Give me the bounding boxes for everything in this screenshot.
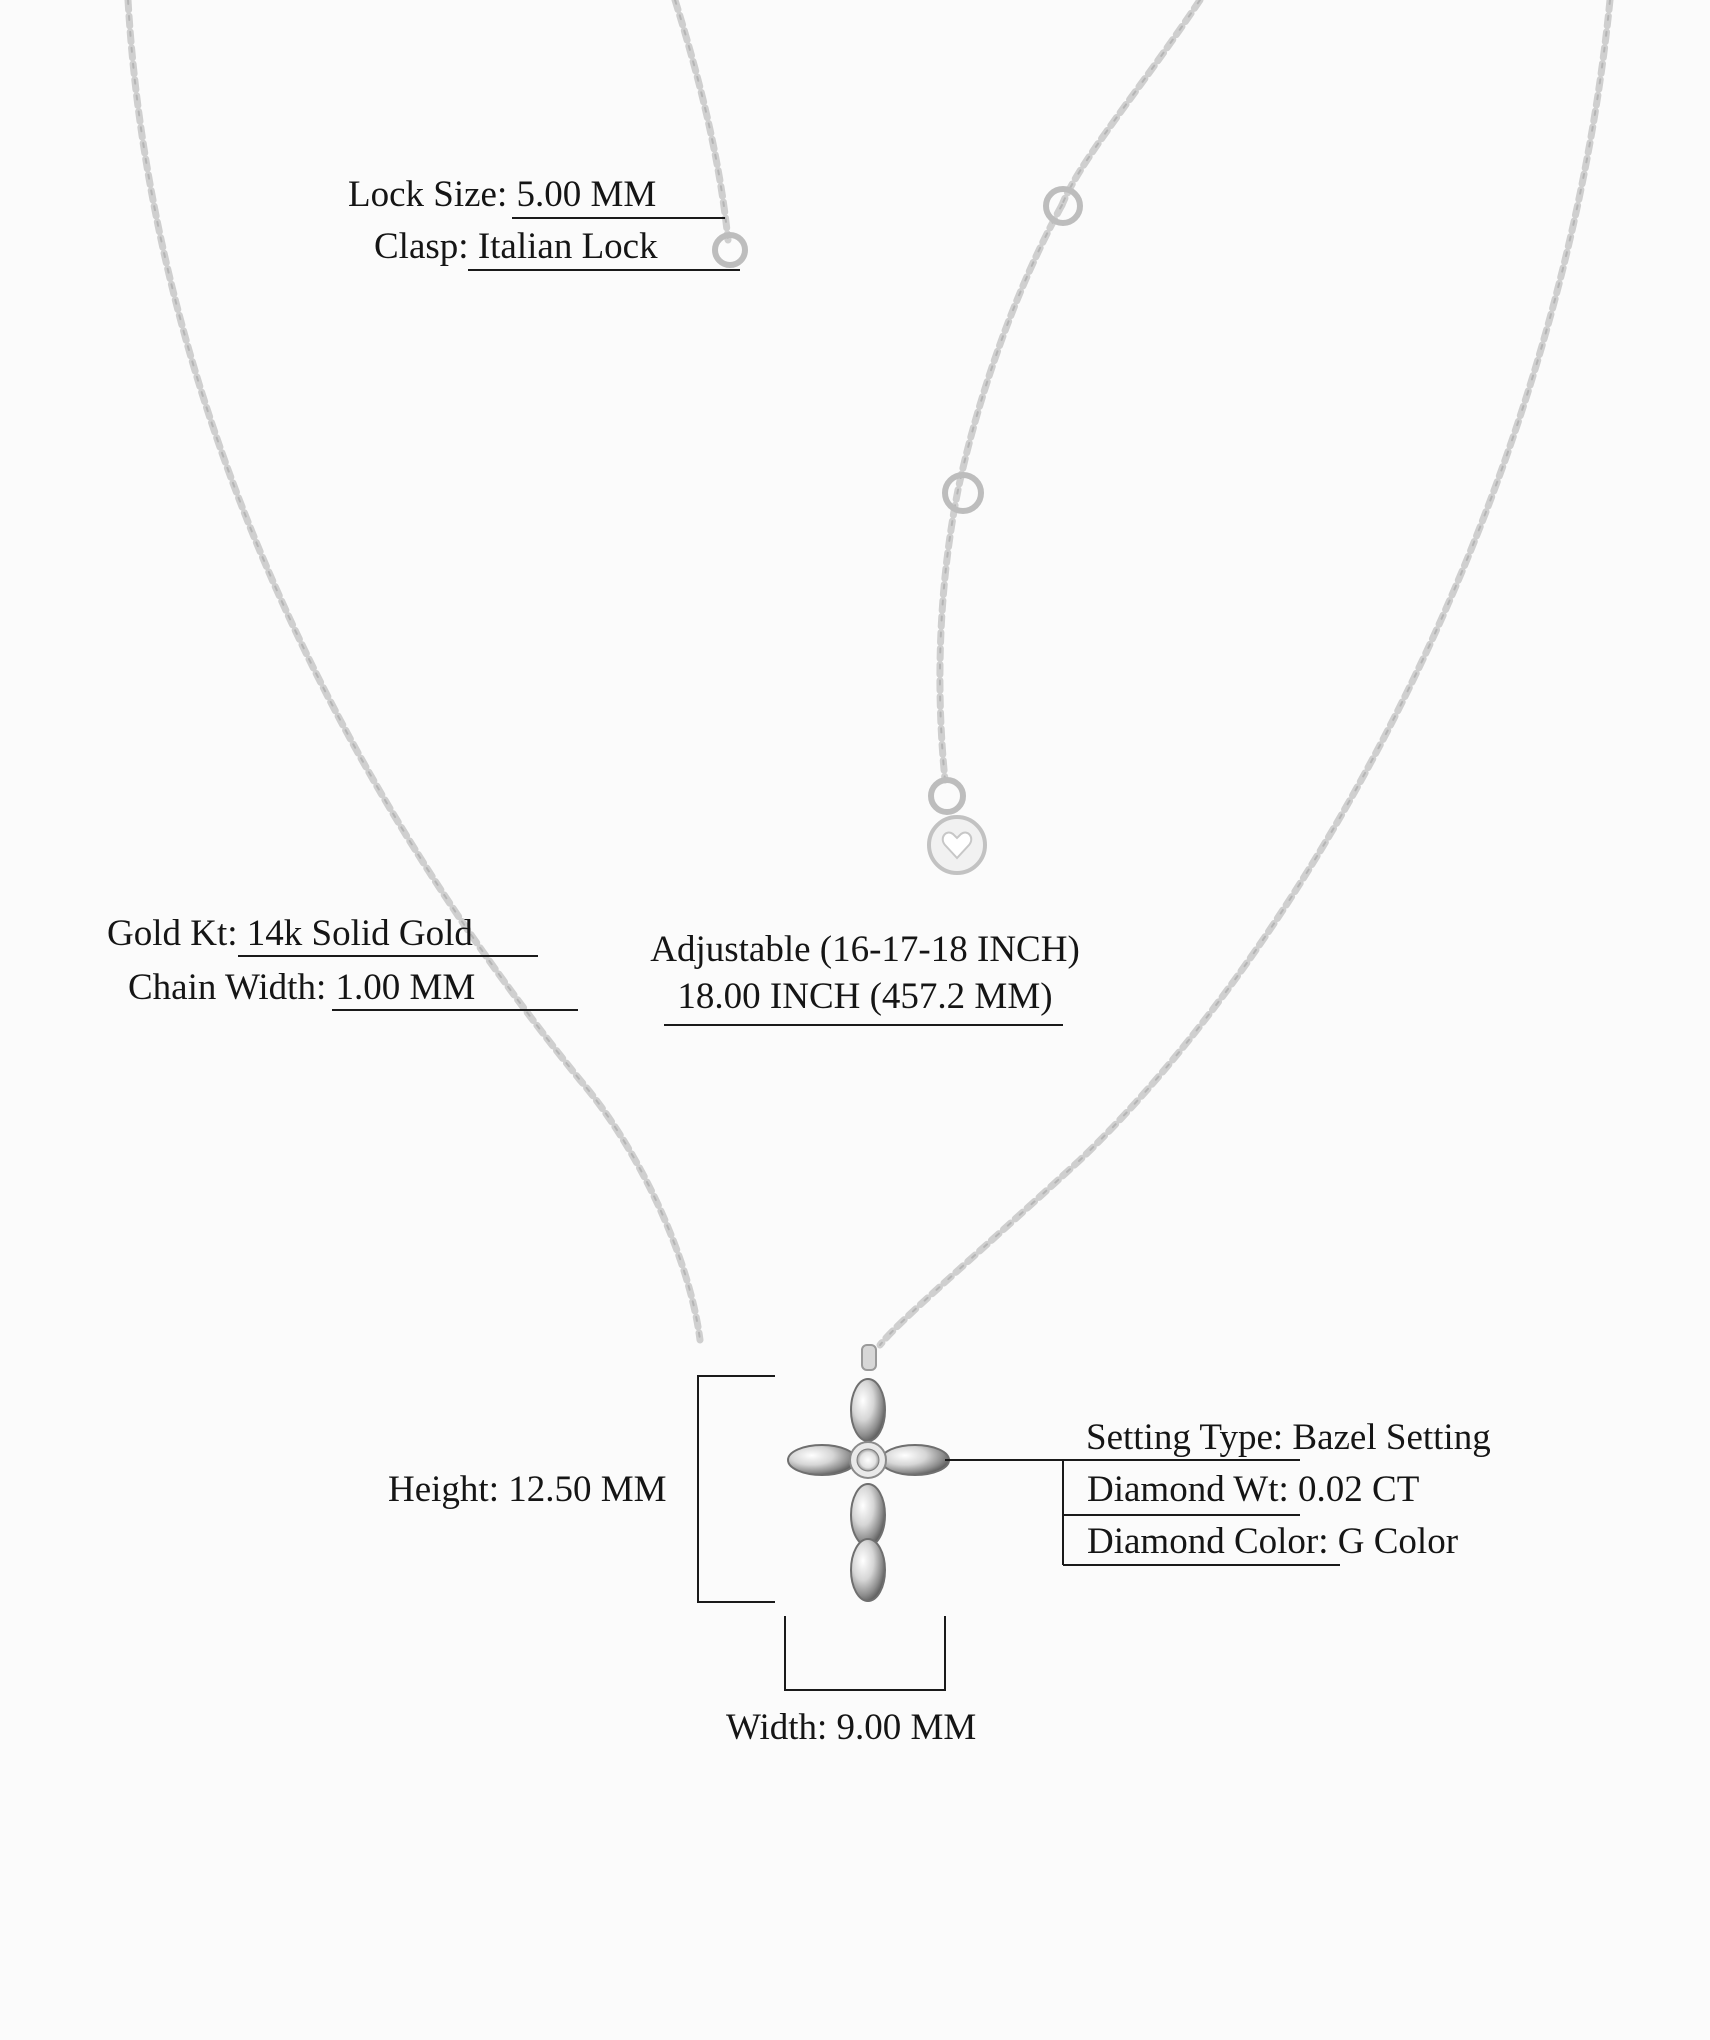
width-value: 9.00 MM (827, 1707, 977, 1748)
clasp-value: Italian Lock (468, 226, 658, 267)
height-key: Height: (388, 1469, 499, 1510)
length-label: 18.00 INCH (457.2 MM) (677, 976, 1053, 1017)
diamond-color-key: Diamond Color: (1087, 1521, 1329, 1562)
heart-tag-icon (929, 817, 985, 873)
diamond-wt-value: 0.02 CT (1288, 1469, 1420, 1510)
chain-width-value: 1.00 MM (326, 967, 476, 1008)
cross-pendant (788, 1345, 949, 1601)
width-key: Width: (726, 1707, 828, 1748)
gold-kt-value: 14k Solid Gold (237, 913, 473, 954)
diamond-wt-key: Diamond Wt: (1087, 1469, 1289, 1510)
diamond-wt-label (1087, 1468, 1419, 1512)
height-value: 12.50 MM (498, 1469, 667, 1510)
diamond-color-label (1087, 1520, 1458, 1564)
chain-width-key: Chain Width: (128, 967, 327, 1008)
clasp-label (374, 225, 658, 269)
setting-type-label (1086, 1416, 1491, 1460)
gold-kt-key: Gold Kt: (107, 913, 238, 954)
diamond-color-value: G Color (1328, 1521, 1459, 1562)
gold-kt-label (107, 912, 473, 956)
length-adjustable-label: Adjustable (16-17-18 INCH) (650, 929, 1080, 970)
height-label (388, 1468, 667, 1512)
clasp-key: Clasp: (374, 226, 469, 267)
lock-size-key: Lock Size: (348, 174, 508, 215)
setting-type-key: Setting Type: (1086, 1417, 1284, 1458)
setting-type-value: Bazel Setting (1283, 1417, 1491, 1458)
width-label (726, 1706, 976, 1750)
lock-size-label (348, 173, 656, 217)
chain-width-label (128, 966, 475, 1010)
lock-size-value: 5.00 MM (507, 174, 657, 215)
